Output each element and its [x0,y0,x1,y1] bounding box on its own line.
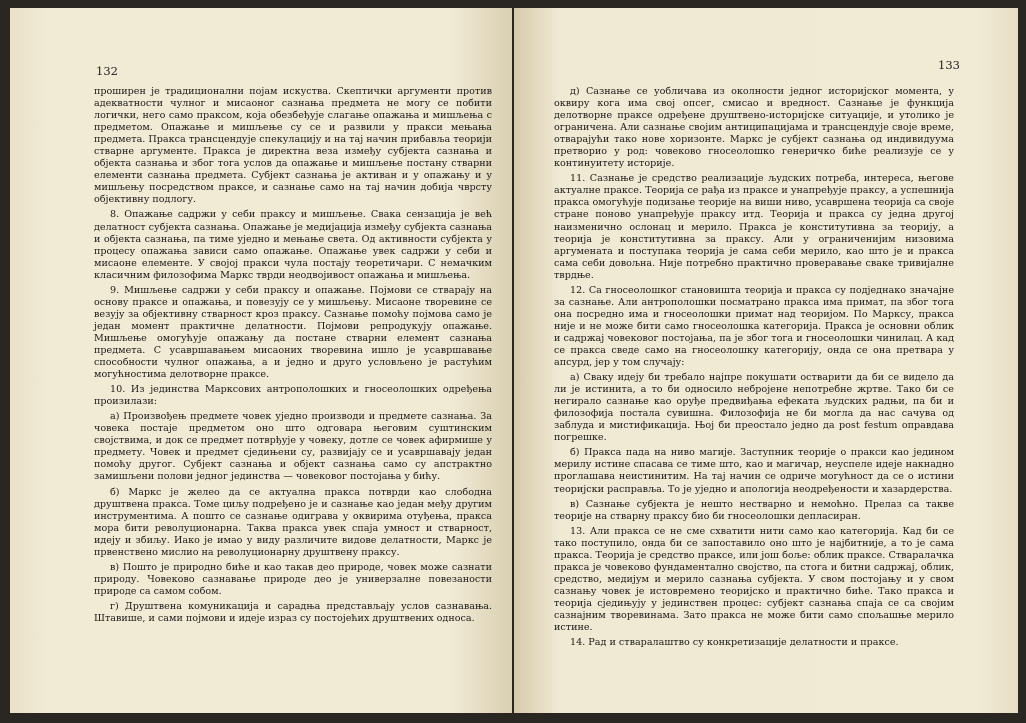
text-column [94,86,492,625]
page-number: 132 [96,64,118,78]
paragraph: 10. Из јединства Марксових антрополошких и гносеолошких одређења произилази: [94,384,492,408]
paragraph: 14. Рад и стваралаштво су конкретизације делатности и праксе. [570,637,899,649]
paragraph: 9. Мишљење садржи у себи праксу и опажање. Појмови се стварају на основу праксе и опажања, и повезују се у мишљењу. Мисаоне творевине се везују за објективну стварност кроз праксу. Сазнање помоћу појмова само је један момент практичне делатности. Појмови репродукују опажање. Мишљење омогућује опажању да постане стварни елемент сазнања предмета. С усавршавањем мисаоних творевина ишло је усавршавање способности чулног опажања, а и једно и друго условљено је растућим могућностима делотворне праксе. [94,284,492,381]
paragraph: г) Друштвена комуникација и сарадња представљају услов сазнавања. Штавише, и сами појмови и идеје израз су постојећих друштвених односа. [94,600,492,624]
paragraph: б) Маркс је желео да се актуална пракса потврди као слободна друштвена пракса. Томе циљу подређено је и сазнање као један међу другим инструментима. А пошто се сазнање одиграва у оквирима отуђења, пракса мора бити револуционарна. Таква пракса увек спаја умност и стварност, идеју и збиљу. Иако је имао у виду различите видове делатности, Маркс је првенствено мислио на револуционарну друштвену праксу. [94,486,492,558]
paragraph: д) Сазнање се уобличава из околности једног историјског момента, у оквиру кога има свој опсег, смисао и вредност. Сазнање је функција делотворне праксе одређене друштвено-историјске ситуације, и утолико је ограничена. Али сазнање својим антиципацијама и трансцендује своје време, отварајући тако нове хоризонте. Маркс је субјект сазнања од индивидуума претворио у род: човеково гносеолошко генеричко биће реализује се у континуитету историје. [554,86,954,170]
paragraph: проширен је традиционални појам искуства. Скептички аргументи против адекватности чулног и мисаоног сазнања предмета не могу се побити логички, него само праксом, која обезбеђује слагање опажања и мишљења с предметом. Опажање и мишљење су се и развили у пракси мењања предмета. Пракса трансцендује спекулацију и на тај начин прибавља теорији стварне аргументе. Пракса је директна веза између субјекта сазнања и објекта сазнања и због тога услов да опажање и мишљење постану стварни елементи сазнања предмета. Субјект сазнања је активан и у опажању и у мишљењу посредством праксе, и сазнање само на тај начин добија чврсту објективну подлогу. [94,86,492,206]
left-page [10,8,512,713]
paragraph: а) Произвођењ предмете човек уједно производи и предмете сазнања. За човека постаје предметом оно што одговара његовим суштинским својствима, и док се предмет потврђује у човеку, дотле се човек афирмише у предмету. Човек и предмет сједињени су, развијају се и усавршавају један помоћу другог. Субјект сазнања и објект сазнања само су апстрактно замишљени полови једног јединства — човековог постојања у бићу. [94,411,492,483]
paragraph: 12. Са гносеолошког становишта теорија и пракса су подједнако значајне за сазнање. Али антрополошки посматрано пракса има примат, па због тога она посредно има и гносеолошки примат над теоријом. По Марксу, пракса није и не може бити само гносеолошка категорија. Пракса је основни облик и садржај човековог постојања, па је због тога и гносеолошки чинилац. А кад се пракса сведе само на гносеолошку категорију, онда се она претвара у апсурд, јер у том случају: [554,284,954,369]
paragraph: в) Сазнање субјекта је нешто нестварно и немоћно. Прелаз са такве теорије на стварну праксу био би гносеолошки депласиран. [554,498,954,522]
page-number: 133 [938,58,960,72]
text-column [554,86,954,649]
paragraph: 11. Сазнање је средство реализације људских потреба, интереса, његове актуалне праксе. Теорија се рађа из праксе и унапређује праксу, а успешнија пракса омогућује подизање теорије на виши ниво, усавршена теорија са своје стране поново унапређује праксу итд. Теорија и пракса су једна другој наизменично ослонац и мерило. Пракса је конститутивна за теорију, а теорија је конститутивна за праксу. Али у ограниченијим низовима аргумената и поступака теорија је сама себи мерило, као што је и пракса сама себи довољна. Није потребно практично проверавање сваке тривијалне тврдње. [554,173,954,281]
paragraph: в) Пошто је природно биће и као такав део природе, човек може сазнати природу. Човеково сазнавање природе део је универзалне повезаности природе са самом собом. [94,561,492,597]
right-page [514,8,1018,713]
paragraph: 13. Али пракса се не сме схватити нити само као категорија. Кад би се тако поступило, онда би се запоставило оно што је најбитније, а то је сама пракса. Теорија је средство праксе, или још боље: облик праксе. Стваралачка пракса је човеково фундаментално својство, па стога и битни садржај, облик, средство, медијум и мерило сазнања субјекта. У свом постојању и у свом сазнању човек је истовремено теоријско и практично биће. Тако пракса и теорија сједињују у јединствен процес: субјект сазнања спаја се са својим сазнајним творевинама. Зато пракса не може бити само спољашње мерило истине. [554,525,954,634]
paragraph: а) Сваку идеју би требало најпре покушати остварити да би се видело да ли је истинита, а то би односило небројене непотребне жртве. Тако би се негирало сазнање као оруђе предвиђања ефеката људских радњи, па би и филозофија постала сувишна. Филозофија не би могла да нас сачува од заблуда и мистификација. Њој би преостало једно да post festum оправдава погрешке. [554,372,954,444]
paragraph: б) Пракса пада на ниво магије. Заступник теорије о пракси као једином мерилу истине спасава се тиме што, као и магичар, неуспеле идеје накнадно проглашава неистинитим. На тај начин се одриче могућност да се о истини теоријски расправља. То је уједно и апологија неодређености и хазардерства. [554,447,954,495]
paragraph: 8. Опажање садржи у себи праксу и мишљење. Свака сензација је већ делатност субјекта сазнања. Опажање је медијација између субјекта сазнања и објекта сазнања, па тиме уједно и мењање света. Од активности субјекта у процесу опажања зависи само опажање. Опажање увек садржи у себи и мисаоне елементе. У својој пракси чула постају теоретичари. С немачким класичним филозофима Маркс тврди неодвојивост опажања и мишљења. [94,209,492,281]
